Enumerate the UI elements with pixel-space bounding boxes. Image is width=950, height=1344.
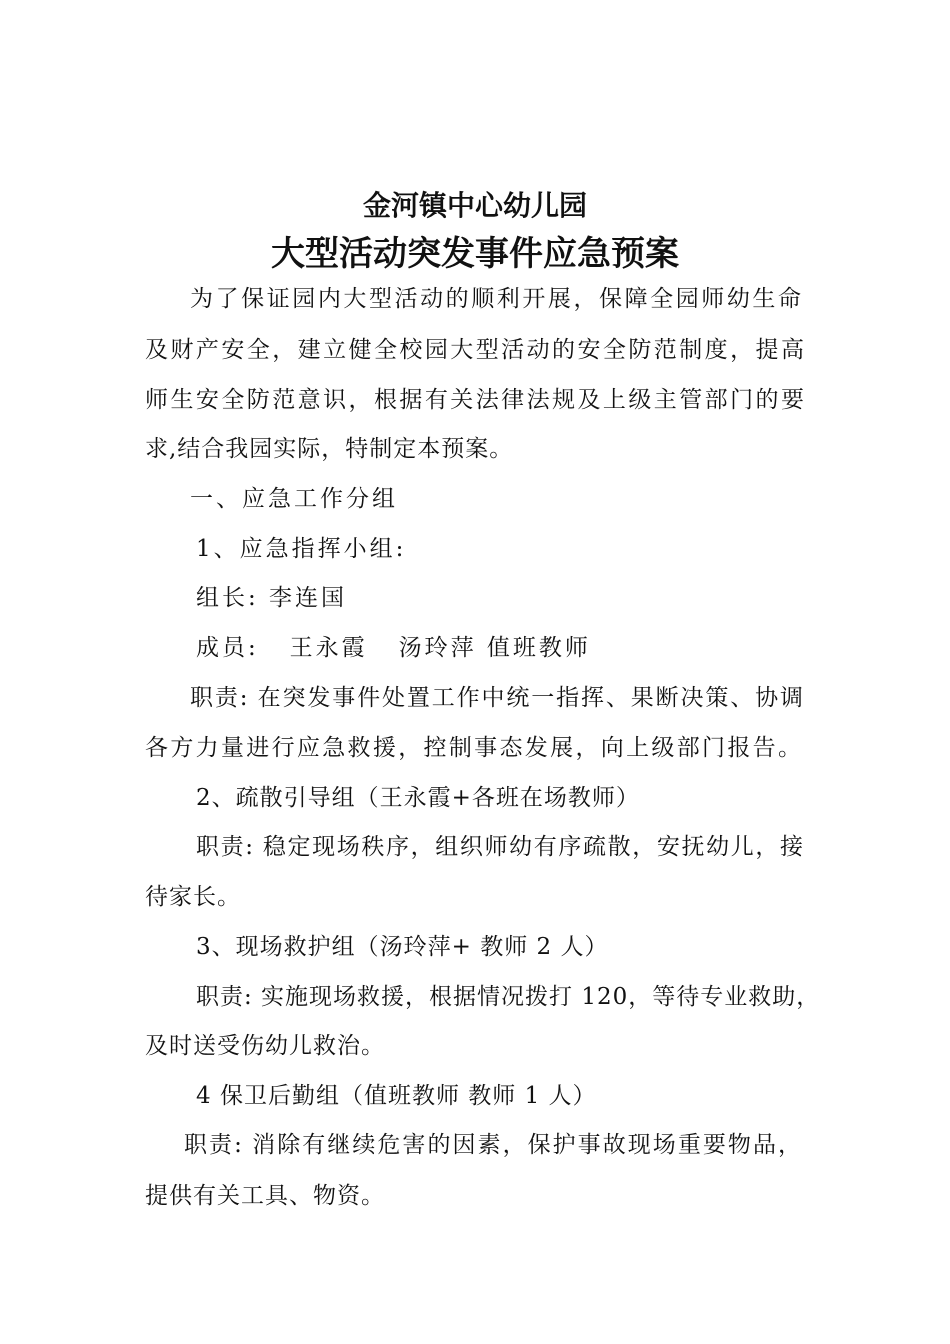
- group1-duty-line-1: 职责: 在突发事件处置工作中统一指挥、果断决策、协调: [190, 685, 804, 711]
- document-title-plan: 大型活动突发事件应急预案: [271, 234, 679, 274]
- group3-heading: 3、现场救护组（汤玲萍+ 教师 2 人）: [196, 934, 609, 960]
- intro-line-4: 求,结合我园实际，特制定本预案。: [145, 436, 514, 462]
- group4-heading: 4 保卫后勤组（值班教师 教师 1 人）: [196, 1083, 597, 1109]
- intro-line-1: 为了保证园内大型活动的顺利开展，保障全园师幼生命: [190, 286, 802, 312]
- section-heading-groups: 一、应急工作分组: [190, 486, 398, 512]
- document-title-school: 金河镇中心幼儿园: [362, 189, 587, 222]
- intro-line-2: 及财产安全，建立健全校园大型活动的安全防范制度，提高: [145, 337, 805, 363]
- group4-duty-line-1: 职责: 消除有继续危害的因素，保护事故现场重要物品，: [184, 1132, 802, 1158]
- intro-line-3: 师生安全防范意识，根据有关法律法规及上级主管部门的要: [145, 387, 805, 413]
- group3-duty-line-2: 及时送受伤幼儿救治。: [145, 1033, 385, 1059]
- group1-heading: 1、应急指挥小组:: [196, 536, 407, 562]
- group2-heading: 2、疏散引导组（王永霞+各班在场教师）: [196, 785, 640, 811]
- group2-duty-line-2: 待家长。: [145, 884, 241, 910]
- group1-members: 成员: 王永霞 汤玲萍 值班教师: [196, 635, 591, 661]
- group3-duty-line-1: 职责: 实施现场救援，根据情况拨打 120，等待专业救助，: [196, 984, 821, 1010]
- group1-leader: 组长: 李连国: [196, 585, 348, 611]
- group1-duty-line-2: 各方力量进行应急救援，控制事态发展，向上级部门报告。: [145, 735, 802, 761]
- group4-duty-line-2: 提供有关工具、物资。: [145, 1183, 385, 1209]
- group2-duty-line-1: 职责: 稳定现场秩序，组织师幼有序疏散，安抚幼儿，接: [196, 834, 804, 860]
